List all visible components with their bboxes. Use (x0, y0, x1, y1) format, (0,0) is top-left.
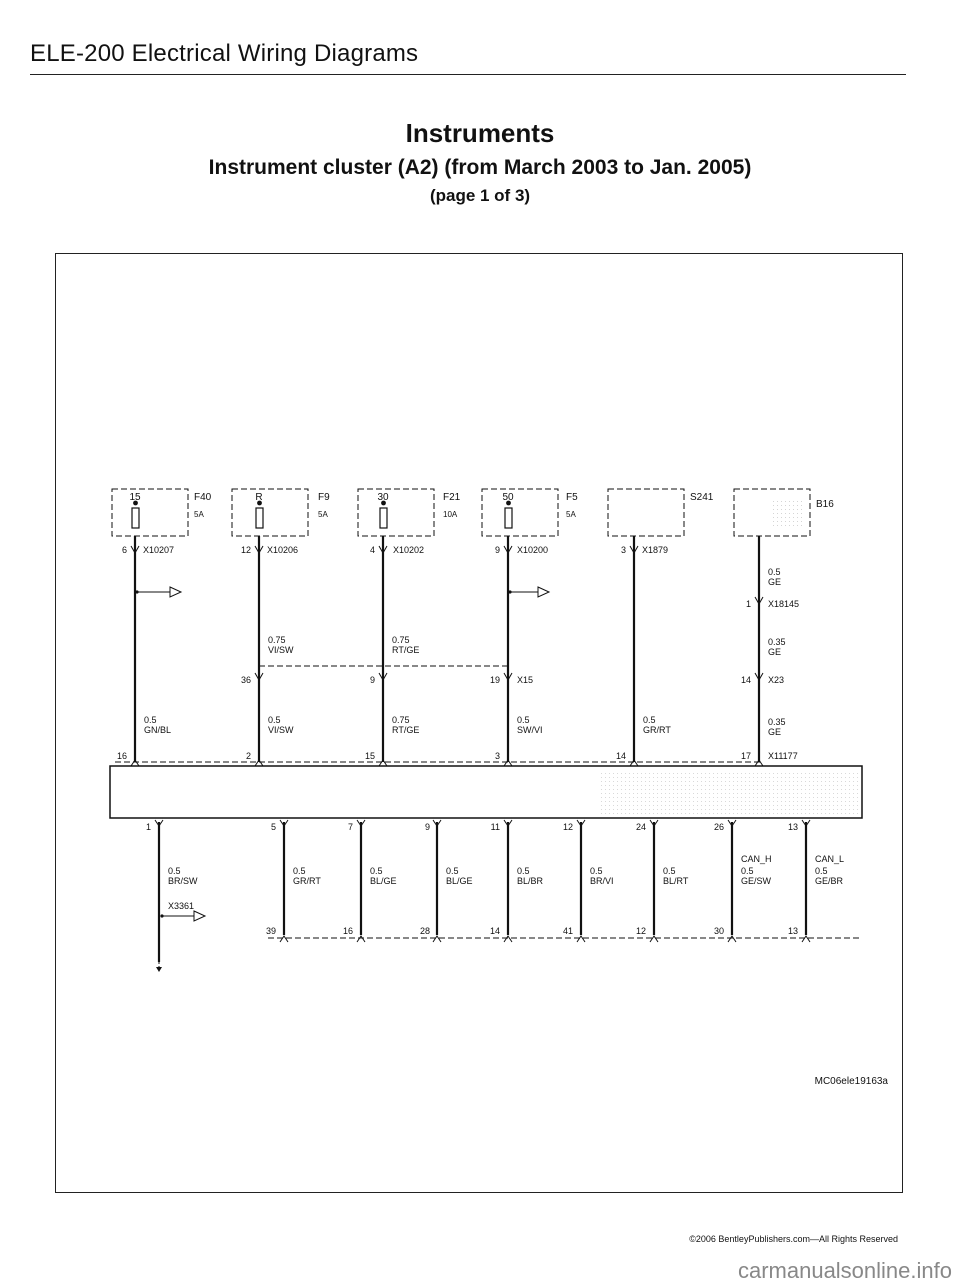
connector-x11177: X11177 (768, 751, 798, 761)
fuse-f40-symbol (132, 508, 139, 528)
pin-label: 36 (240, 675, 251, 685)
wire-size: 0.5 (643, 715, 656, 725)
wire-size: 0.5 (268, 715, 281, 725)
pin-label: 7 (347, 822, 353, 832)
fuse-f21-rating: 10A (443, 510, 458, 519)
wire-size: 0.5 (370, 866, 383, 876)
connector-x10202: X10202 (393, 545, 425, 555)
ground-icon (156, 967, 162, 972)
fuse-box-f40 (112, 489, 188, 536)
component-b16-name: B16 (816, 499, 834, 510)
connector-x3361: X3361 (168, 901, 195, 911)
wire-size: 0.5 (517, 715, 530, 725)
wire-color: GE (768, 577, 782, 587)
b16-texture (772, 498, 802, 528)
pin-label: 16 (116, 751, 127, 761)
wire-size: 0.5 (293, 866, 306, 876)
wire-color: BL/RT (663, 876, 689, 886)
wire-color: BR/VI (590, 876, 614, 886)
pin-label: 1 (145, 822, 151, 832)
pin-label: 3 (620, 545, 626, 555)
connector-x10200: X10200 (517, 545, 549, 555)
wire-color: VI/SW (268, 725, 294, 735)
copyright-notice: ©2006 BentleyPublishers.com—All Rights Reserved (689, 1234, 898, 1244)
pin-label: 11 (490, 822, 500, 832)
fuse-f9-symbol (256, 508, 263, 528)
wire-size: 0.5 (590, 866, 603, 876)
pin-label: 1 (745, 599, 751, 609)
wire-color: GR/RT (293, 876, 321, 886)
fuse-box-f5 (482, 489, 558, 536)
wire-color: GE (768, 727, 782, 737)
pin-label: 12 (240, 545, 251, 555)
connector-x18145: X18145 (768, 599, 800, 609)
pin-label: 16 (342, 926, 353, 936)
pin-label: 19 (489, 675, 500, 685)
component-s241-name: S241 (690, 492, 714, 503)
pin-label: 24 (635, 822, 646, 832)
pin-label: 41 (562, 926, 573, 936)
fuse-f5-name: F5 (566, 492, 578, 503)
pin-label: 28 (419, 926, 430, 936)
wire-size: 0.75 (268, 635, 286, 645)
connector-x10206: X10206 (267, 545, 299, 555)
fuse-f5-terminal: 50 (502, 492, 514, 503)
wire-size: 0.5 (815, 866, 828, 876)
diagram-code: MC06ele19163a (814, 1076, 888, 1087)
pin-label: 3 (494, 751, 500, 761)
fuse-box-f9 (232, 489, 308, 536)
wire-size: 0.5 (768, 567, 781, 577)
pin-label: 13 (787, 926, 798, 936)
pin-label: 26 (713, 822, 724, 832)
can-h-label: CAN_H (741, 854, 772, 864)
pin-label: 14 (740, 675, 751, 685)
diagram-title: Instruments (405, 118, 555, 148)
pin-label: 14 (489, 926, 500, 936)
fuse-f9-name: F9 (318, 492, 330, 503)
pin-label: 9 (424, 822, 430, 832)
watermark: carmanualsonline.info (737, 1258, 952, 1283)
wire-color: GE/BR (815, 876, 844, 886)
wire-color: GE (768, 647, 782, 657)
wire-color: RT/GE (392, 645, 420, 655)
can-l-label: CAN_L (815, 854, 845, 864)
pin-label: 5 (270, 822, 276, 832)
wire-color: GR/RT (643, 725, 671, 735)
wire-size: 0.5 (168, 866, 181, 876)
connector-x1879: X1879 (642, 545, 669, 555)
wire-color: GN/BL (144, 725, 172, 735)
pin-label: 9 (369, 675, 375, 685)
wire-size: 0.5 (144, 715, 157, 725)
wire-color: BL/BR (517, 876, 544, 886)
pin-label: 14 (615, 751, 626, 761)
wire-color: GE/SW (741, 876, 772, 886)
pin-label: 30 (713, 926, 724, 936)
fuse-f5-rating: 5A (566, 510, 576, 519)
pin-label: 2 (245, 751, 251, 761)
wire-color: VI/SW (268, 645, 294, 655)
fuse-f40-terminal: 15 (129, 492, 141, 503)
pin-label: 6 (121, 545, 127, 555)
wire-size: 0.75 (392, 715, 410, 725)
wire-color: BL/GE (370, 876, 397, 886)
fuse-f21-symbol (380, 508, 387, 528)
fuse-f9-rating: 5A (318, 510, 328, 519)
pin-label: 9 (494, 545, 500, 555)
page-indicator: (page 1 of 3) (429, 186, 531, 205)
fuse-f40-rating: 5A (194, 510, 204, 519)
page-header: ELE-200 Electrical Wiring Diagrams (30, 40, 419, 67)
pin-label: 12 (562, 822, 573, 832)
wire-size: 0.5 (663, 866, 676, 876)
wire-size: 0.35 (768, 717, 786, 727)
fuse-f40-name: F40 (194, 492, 212, 503)
diagram-subtitle: Instrument cluster (A2) (from March 2003 to Jan. 2005) (208, 156, 752, 179)
wire-color: SW/VI (517, 725, 543, 735)
pin-label: 17 (740, 751, 751, 761)
connector-x10207: X10207 (143, 545, 175, 555)
wire-color: BR/SW (168, 876, 198, 886)
wire-size: 0.5 (517, 866, 530, 876)
wire-size: 0.75 (392, 635, 410, 645)
wire-size: 0.5 (446, 866, 459, 876)
pin-label: 15 (364, 751, 375, 761)
pin-label: 4 (369, 545, 375, 555)
cluster-texture (600, 770, 858, 814)
pin-label: 39 (265, 926, 276, 936)
component-box-s241 (608, 489, 684, 536)
pin-label: 12 (635, 926, 646, 936)
fuse-f21-name: F21 (443, 492, 461, 503)
fuse-box-f21 (358, 489, 434, 536)
connector-x23: X23 (768, 675, 785, 685)
wire-color: BL/GE (446, 876, 473, 886)
fuse-f5-symbol (505, 508, 512, 528)
wire-size: 0.5 (741, 866, 754, 876)
pin-label: 13 (787, 822, 798, 832)
connector-x15: X15 (517, 675, 534, 685)
fuse-f9-terminal: R (255, 492, 263, 503)
wire-size: 0.35 (768, 637, 786, 647)
wire-color: RT/GE (392, 725, 420, 735)
fuse-f21-terminal: 30 (377, 492, 389, 503)
